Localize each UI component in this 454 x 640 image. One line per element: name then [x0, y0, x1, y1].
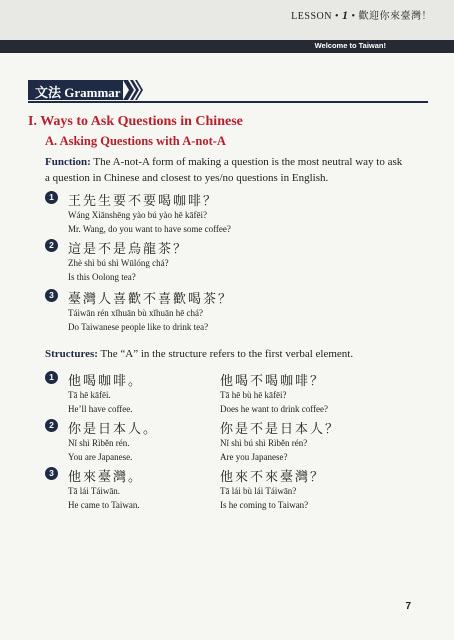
bullet-separator: • — [334, 11, 339, 22]
heading-level-1: I. Ways to Ask Questions in Chinese — [28, 114, 243, 129]
statement-chinese: 他喝咖啡。 — [68, 374, 144, 389]
section-divider — [28, 101, 428, 103]
example-pinyin: Táiwān rén xǐhuān bù xǐhuān hē chá? — [68, 308, 203, 318]
statement-english: He’ll have coffee. — [68, 404, 133, 414]
question-chinese: 他來不來臺灣？ — [220, 470, 326, 485]
statement-pinyin: Tā lái Táiwān. — [68, 486, 121, 496]
subtitle-band — [0, 40, 454, 53]
structures-paragraph — [45, 348, 353, 360]
statement-pinyin: Nǐ shì Rìběn rén. — [68, 438, 130, 448]
example-chinese: 臺灣人喜歡不喜歡喝茶？ — [68, 292, 234, 307]
function-paragraph — [45, 154, 405, 186]
number-bullet: 3 — [45, 289, 58, 302]
number-bullet: 1 — [45, 191, 58, 204]
number-bullet: 1 — [45, 371, 58, 384]
bullet-separator: • — [351, 11, 356, 22]
number-bullet: 2 — [45, 239, 58, 252]
example-pinyin: Wáng Xiānshēng yào bú yào hē kāfēi? — [68, 210, 207, 220]
question-chinese: 你是不是日本人？ — [220, 422, 341, 437]
section-tag — [28, 80, 123, 100]
header-band — [0, 0, 454, 40]
example-english: Mr. Wang, do you want to have some coffee? — [68, 224, 231, 234]
example-english: Is this Oolong tea? — [68, 272, 136, 282]
number-bullet: 2 — [45, 419, 58, 432]
example-pinyin: Zhè shì bú shì Wūlóng chá? — [68, 258, 169, 268]
page-number: 7 — [405, 601, 411, 612]
question-pinyin: Nǐ shì bú shì Rìběn rén? — [220, 438, 308, 448]
example-english: Do Taiwanese people like to drink tea? — [68, 322, 209, 332]
lesson-label: LESSON — [291, 11, 332, 22]
statement-pinyin: Tā hē kāfēi. — [68, 390, 111, 400]
question-pinyin: Tā hē bù hē kāfēi? — [220, 390, 287, 400]
lesson-subtitle: Welcome to Taiwan! — [314, 41, 386, 50]
question-chinese: 他喝不喝咖啡？ — [220, 374, 326, 389]
statement-chinese: 他來臺灣。 — [68, 470, 144, 485]
structures-text: The “A” in the structure refers to the first verbal element. — [100, 348, 354, 360]
heading-level-2: A. Asking Questions with A-not-A — [45, 134, 226, 148]
statement-english: He came to Taiwan. — [68, 500, 140, 510]
question-english: Are you Japanese? — [220, 452, 288, 462]
lesson-header — [291, 7, 432, 23]
function-label: Function: — [45, 156, 91, 168]
section-tag-chinese: 文法 — [35, 85, 62, 100]
question-pinyin: Tā lái bù lái Táiwān? — [220, 486, 297, 496]
decorative-stripes-icon — [123, 80, 147, 100]
function-text: The A-not-A form of making a question is the most neutral way to ask a question in Chinese and closest to yes/no questions in English. — [45, 156, 403, 184]
question-english: Is he coming to Taiwan? — [220, 500, 309, 510]
number-bullet: 3 — [45, 467, 58, 480]
statement-chinese: 你是日本人。 — [68, 422, 159, 437]
statement-english: You are Japanese. — [68, 452, 133, 462]
section-tag-english: Grammar — [64, 85, 121, 100]
lesson-title-chinese: 歡迎你來臺灣！ — [358, 11, 432, 22]
structures-label: Structures: — [45, 348, 98, 360]
lesson-number: 1 — [341, 8, 349, 22]
question-english: Does he want to drink coffee? — [220, 404, 329, 414]
example-chinese: 王先生要不要喝咖啡？ — [68, 194, 219, 209]
example-chinese: 這是不是烏龍茶？ — [68, 242, 189, 257]
